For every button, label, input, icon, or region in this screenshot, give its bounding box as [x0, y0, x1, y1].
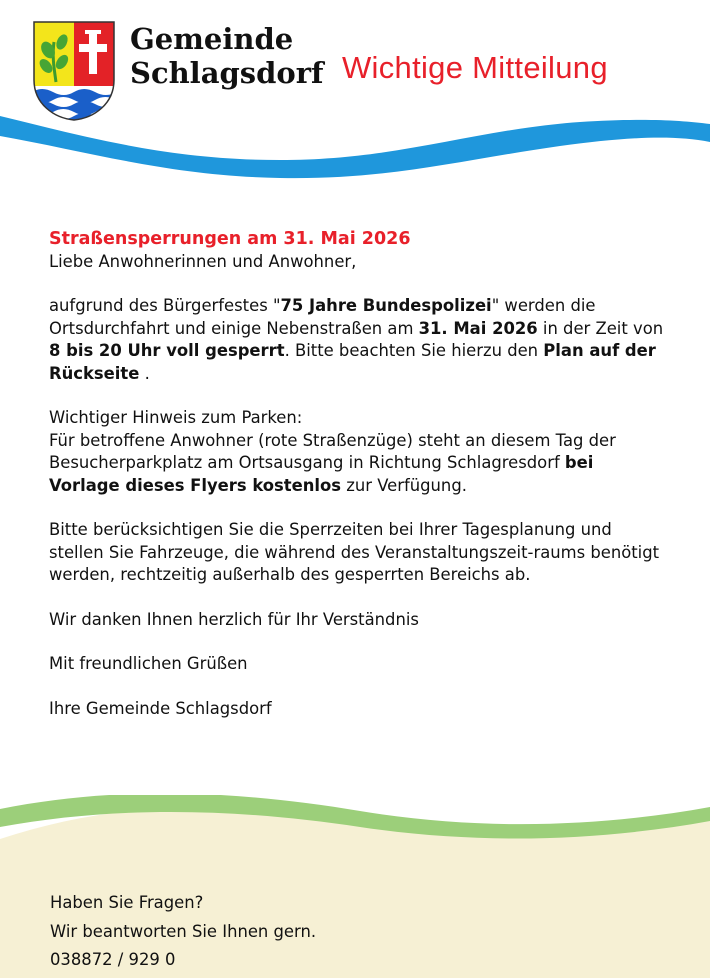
municipality-name — [130, 22, 323, 90]
closing-line: Mit freundlichen Grüßen — [49, 654, 248, 673]
contact-block — [50, 889, 316, 975]
p1-text-4: . Bitte beachten Sie hierzu den — [284, 341, 544, 360]
paragraph-closure-info — [49, 295, 669, 385]
p1-text-5: . — [139, 363, 150, 383]
municipality-name-line2: Schlagsdorf — [130, 56, 324, 90]
letterhead — [0, 0, 710, 120]
p2-text-2: zur Verfügung. — [341, 475, 467, 495]
p2-text-1: Für betroffene Anwohner (rote Straßenzüge) steht an diesem Tag der Besucherparkplatz am Ortsausgang in Richtung Schlagresdorf — [49, 430, 616, 472]
parking-note-heading: Wichtiger Hinweis zum Parken: — [49, 408, 303, 427]
contact-phone: 038872 / 929 0 — [50, 950, 176, 969]
contact-question: Haben Sie Fragen? — [50, 893, 204, 912]
top-wave-decoration — [0, 108, 710, 188]
letter-headline: Straßensperrungen am 31. Mai 2026 — [49, 229, 411, 249]
p1-time-range: 8 bis 20 Uhr voll gesperrt — [49, 341, 285, 360]
p2-free-condition: bei Vorlage dieses Flyers kostenlos — [49, 453, 594, 495]
paragraph-planning-request: Bitte berücksichtigen Sie die Sperrzeiten bei Ihrer Tagesplanung und stellen Sie Fahrzeuge, die während des Veranstaltungszeit-raums benötigt werden, rechtzeitig außerhalb des gesperrten Bereichs ab. — [49, 520, 660, 584]
letter-body — [49, 228, 669, 720]
thanks-line: Wir danken Ihnen herzlich für Ihr Verständnis — [49, 609, 419, 629]
p1-text-3: in der Zeit von — [537, 318, 664, 338]
contact-offer: Wir beantworten Sie Ihnen gern. — [50, 921, 317, 941]
paragraph-parking-info — [49, 407, 669, 497]
p1-text-1: aufgrund des Bürgerfestes " — [49, 296, 281, 315]
municipality-name-line1: Gemeinde — [130, 22, 294, 56]
p1-date: 31. Mai 2026 — [418, 318, 538, 338]
p1-text-2: " werden die Ortsdurchfahrt und einige Nebenstraßen am — [49, 296, 596, 338]
p1-plan-reference: Plan auf der Rückseite — [49, 341, 656, 383]
p1-event-name: 75 Jahre Bundespolizei — [280, 296, 492, 315]
salutation: Liebe Anwohnerinnen und Anwohner, — [49, 251, 357, 271]
signature-line: Ihre Gemeinde Schlagsdorf — [49, 698, 272, 718]
coat-of-arms-icon — [32, 20, 116, 122]
notice-title: Wichtige Mitteilung — [342, 50, 608, 85]
